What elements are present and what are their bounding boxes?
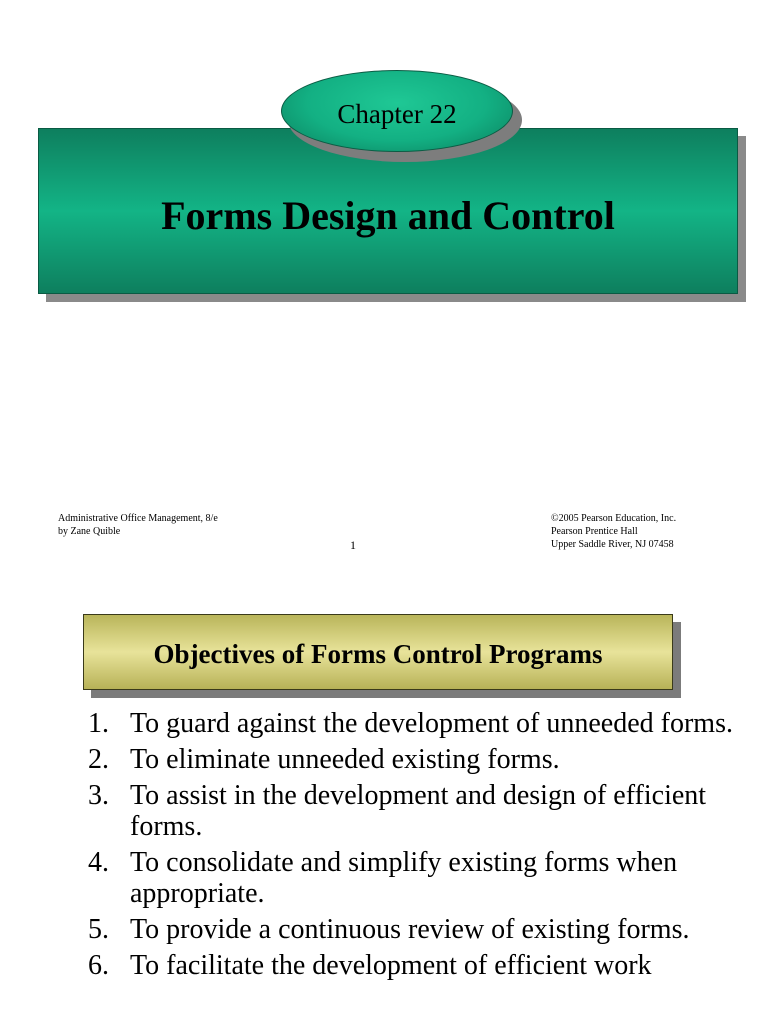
list-item: [88, 708, 768, 739]
list-item-number: 4.: [88, 847, 109, 878]
objectives-heading: Objectives of Forms Control Programs: [153, 639, 603, 669]
objectives-list: [88, 708, 768, 986]
list-item-text: To guard against the development of unneeded forms.: [130, 708, 733, 739]
list-item-number: 1.: [88, 708, 109, 739]
page-number: 1: [350, 538, 356, 552]
list-item-text: To consolidate and simplify existing forms when appropriate.: [130, 847, 678, 909]
list-item-text: To facilitate the development of efficient work: [130, 950, 652, 981]
chapter-label: Chapter 22: [337, 99, 457, 129]
list-item: [88, 950, 768, 981]
list-item: [88, 914, 768, 945]
footer-publisher: Pearson Prentice Hall: [551, 526, 638, 537]
slide-title: Forms Design and Control: [161, 193, 615, 238]
footer-author: by Zane Quible: [58, 526, 121, 537]
list-item: [88, 744, 768, 775]
list-item-number: 2.: [88, 744, 109, 775]
list-item: [88, 847, 768, 909]
footer-book-title: Administrative Office Management, 8/e: [58, 513, 218, 524]
list-item-number: 5.: [88, 914, 109, 945]
footer-address: Upper Saddle River, NJ 07458: [551, 539, 674, 550]
list-item-number: 3.: [88, 780, 109, 811]
list-item-text: To provide a continuous review of existing forms.: [130, 914, 690, 945]
footer-copyright: [551, 512, 676, 551]
list-item: [88, 780, 768, 842]
footer-book-info: [58, 512, 218, 538]
list-item-text: To eliminate unneeded existing forms.: [130, 744, 560, 775]
list-item-number: 6.: [88, 950, 109, 981]
list-item-text: To assist in the development and design of efficient forms.: [130, 780, 707, 842]
footer-copyright-line: ©2005 Pearson Education, Inc.: [551, 513, 677, 524]
